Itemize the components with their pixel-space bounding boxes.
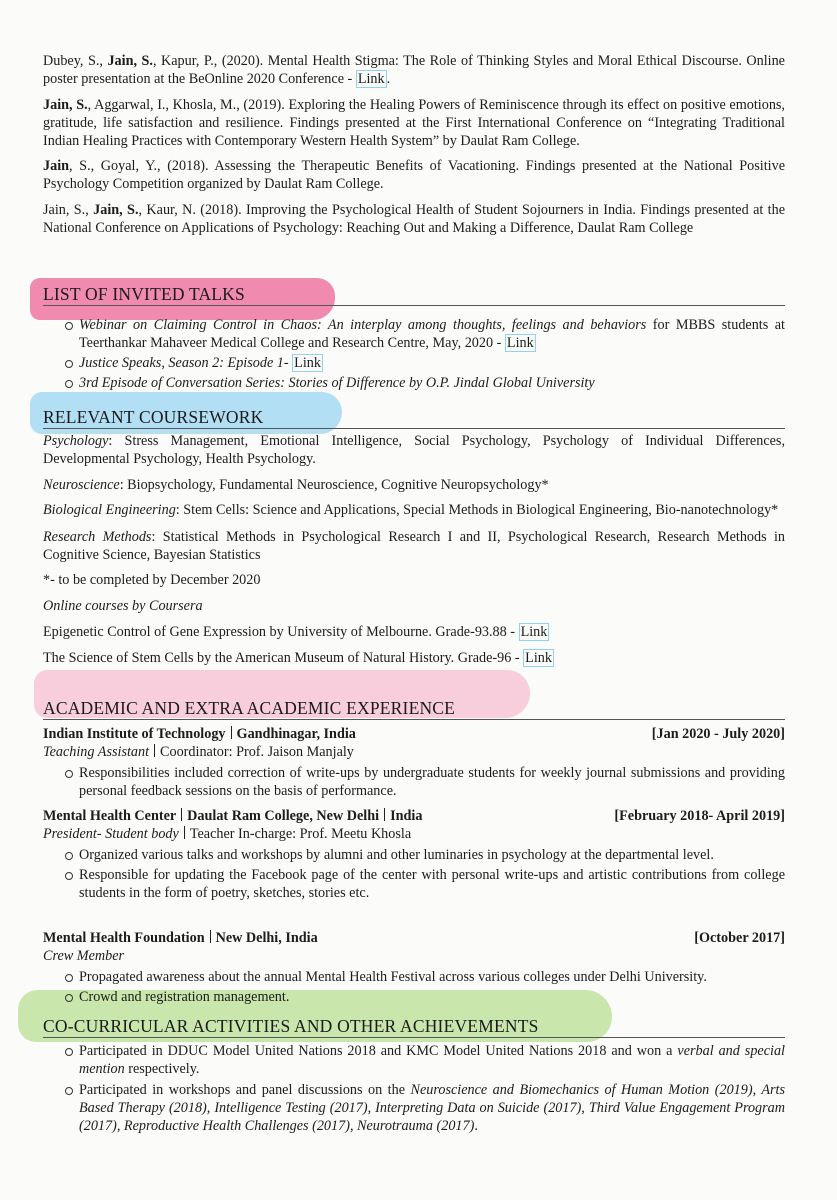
experience-entry	[43, 929, 785, 1006]
invited-talks-list	[43, 316, 785, 392]
section-heading-experience: ACADEMIC AND EXTRA ACADEMIC EXPERIENCE	[43, 697, 785, 720]
pub-text: , S., Goyal, Y., (2018). Assessing the Therapeutic Benefits of Vacationing. Findings presented at the National Positive Psychology Competition organized by Daulat Ram College.	[43, 158, 785, 192]
online-courses-label: Online courses by Coursera	[43, 598, 203, 614]
list-item: Participated in DDUC Model United Nations 2018 and KMC Model United Nations 2018 and won a verbal and special mention respectively.	[43, 1042, 785, 1078]
list-item: Propagated awareness about the annual Mental Health Festival across various colleges under Delhi University.	[43, 968, 785, 986]
pub-authors-pre: Jain, S.,	[43, 202, 94, 218]
experience-date: [October 2017]	[694, 930, 785, 946]
experience-org: Indian Institute of Technology	[43, 726, 226, 742]
experience-org: Mental Health Foundation	[43, 930, 205, 946]
list-item: Participated in workshops and panel discussions on the Neuroscience and Biomechanics of Human Motion (2019), Arts Based Therapy (2018), Intelligence Testing (2017), Interpreting Data on Suicide (2017), Third Value Engagement Program (2017), Reproductive Health Challenges (2017), Neurotrauma (2017).	[43, 1081, 785, 1135]
section-heading-cocurricular: CO-CURRICULAR ACTIVITIES AND OTHER ACHIEVEMENTS	[43, 1015, 785, 1038]
pub-authors-pre: Dubey, S.,	[43, 53, 108, 69]
list-item: Crowd and registration management.	[43, 988, 785, 1006]
list-item: 3rd Episode of Conversation Series: Stories of Difference by O.P. Jindal Global University	[43, 374, 785, 392]
list-item: Responsible for updating the Facebook page of the center with personal write-ups and artistic contributions from college students in the form of poetry, sketches, stories etc.	[43, 866, 785, 902]
pub-author-self: Jain, S.	[43, 97, 88, 113]
course-link[interactable]: Link	[525, 650, 552, 666]
experience-place: New Delhi, India	[215, 930, 318, 946]
coursework-bioengineering: Biological Engineering: Stem Cells: Science and Applications, Special Methods in Biological Engineering, Bio-nanotechnology*	[43, 502, 779, 518]
coursework-neuroscience: Neuroscience: Biopsychology, Fundamental Neuroscience, Cognitive Neuropsychology*	[43, 477, 549, 493]
list-item: Organized various talks and workshops by alumni and other luminaries in psychology at the departmental level.	[43, 846, 785, 864]
experience-place: Gandhinagar, India	[236, 726, 356, 742]
section-heading-invited-talks: LIST OF INVITED TALKS	[43, 283, 785, 306]
experience-org: Mental Health Center	[43, 808, 177, 824]
pub-text: , Aggarwal, I., Khosla, M., (2019). Exploring the Healing Powers of Reminiscence through its effect on positive emotions, gratitude, life satisfaction and resilience. Findings presented at the First International Conference on “Integrating Traditional Indian Healing Practices with Contemporary Western Health System” by Daulat Ram College.	[43, 97, 785, 149]
course-link[interactable]: Link	[520, 624, 548, 640]
experience-role: Crew Member	[43, 948, 125, 964]
experience-place: Daulat Ram College, New Delhi	[187, 808, 380, 824]
pub-author-self: Jain	[43, 158, 70, 174]
pub-text: , Kapur, P., (2020). Mental Health Stigma: The Role of Thinking Styles and Moral Ethical Discourse. Online poster presentation at the BeOnline 2020 Conference -	[43, 53, 785, 87]
pub-text: , Kaur, N. (2018). Improving the Psychological Health of Student Sojourners in India. Findings presented at the National Conference on Applications of Psychology: Reaching Out and Making a Difference, Daulat Ram College	[43, 202, 786, 236]
cocurricular-list	[43, 1042, 785, 1135]
coursework-psychology: Psychology: Stress Management, Emotional Intelligence, Social Psychology, Psychology of Individual Differences, Developmental Psychology, Health Psychology.	[43, 433, 785, 467]
online-course: The Science of Stem Cells by the American Museum of Natural History. Grade-96 - Link	[43, 650, 552, 666]
experience-entry: Mental Health Center Daulat Ram College, New Delhi India [February 2018- April 2019] President- Student body Teacher In-charge: Prof. Meetu Khosla Organized various talks and workshops by alumni and other luminaries in psychology at the departmental level. Responsible for updating the Facebook page of the center with personal write-ups and artistic contributions from college students in the form of poetry, sketches, stories etc.	[43, 808, 785, 901]
publication-entry	[43, 157, 785, 193]
online-course: Epigenetic Control of Gene Expression by University of Melbourne. Grade-93.88 - Link	[43, 624, 548, 640]
coursework-note: *- to be completed by December 2020	[43, 572, 261, 588]
experience-role: President- Student body	[43, 826, 179, 842]
section-heading-coursework: RELEVANT COURSEWORK	[43, 406, 785, 429]
publication-entry	[43, 96, 785, 150]
pub-author-self: Jain, S.	[107, 53, 153, 69]
experience-date: [Jan 2020 - July 2020]	[651, 726, 785, 742]
list-item: Webinar on Claiming Control in Chaos: An interplay among thoughts, feelings and behaviors for MBBS students at Teerthankar Mahaveer Medical College and Research Centre, May, 2020 - Link	[43, 316, 785, 352]
talk-link[interactable]: Link	[506, 335, 534, 351]
publication-entry	[43, 201, 785, 237]
publication-entry: Dubey, S., Jain, S., Kapur, P., (2020). Mental Health Stigma: The Role of Thinking Styles and Moral Ethical Discourse. Online poster presentation at the BeOnline 2020 Conference - Link .	[43, 53, 785, 87]
coursework-research-methods: Research Methods: Statistical Methods in Psychological Research I and II, Psychological Research, Research Methods in Cognitive Science, Bayesian Statistics	[43, 529, 786, 563]
experience-entry: Indian Institute of Technology Gandhinagar, India [Jan 2020 - July 2020] Teaching Assistant Coordinator: Prof. Jaison Manjaly Responsibilities included correction of write-ups by undergraduate students for weekly journal submissions and providing personal feedback sessions on the basis of performance.	[43, 726, 785, 799]
pub-author-self: Jain, S.	[93, 202, 139, 218]
experience-date: [February 2018- April 2019]	[614, 808, 785, 824]
list-item: Responsibilities included correction of write-ups by undergraduate students for weekly journal submissions and providing personal feedback sessions on the basis of performance.	[43, 764, 785, 800]
pub-link[interactable]: Link	[357, 71, 385, 87]
experience-role: Teaching Assistant	[43, 744, 150, 760]
list-item: Justice Speaks, Season 2: Episode 1- Link	[43, 354, 785, 372]
talk-link[interactable]: Link	[294, 355, 321, 371]
